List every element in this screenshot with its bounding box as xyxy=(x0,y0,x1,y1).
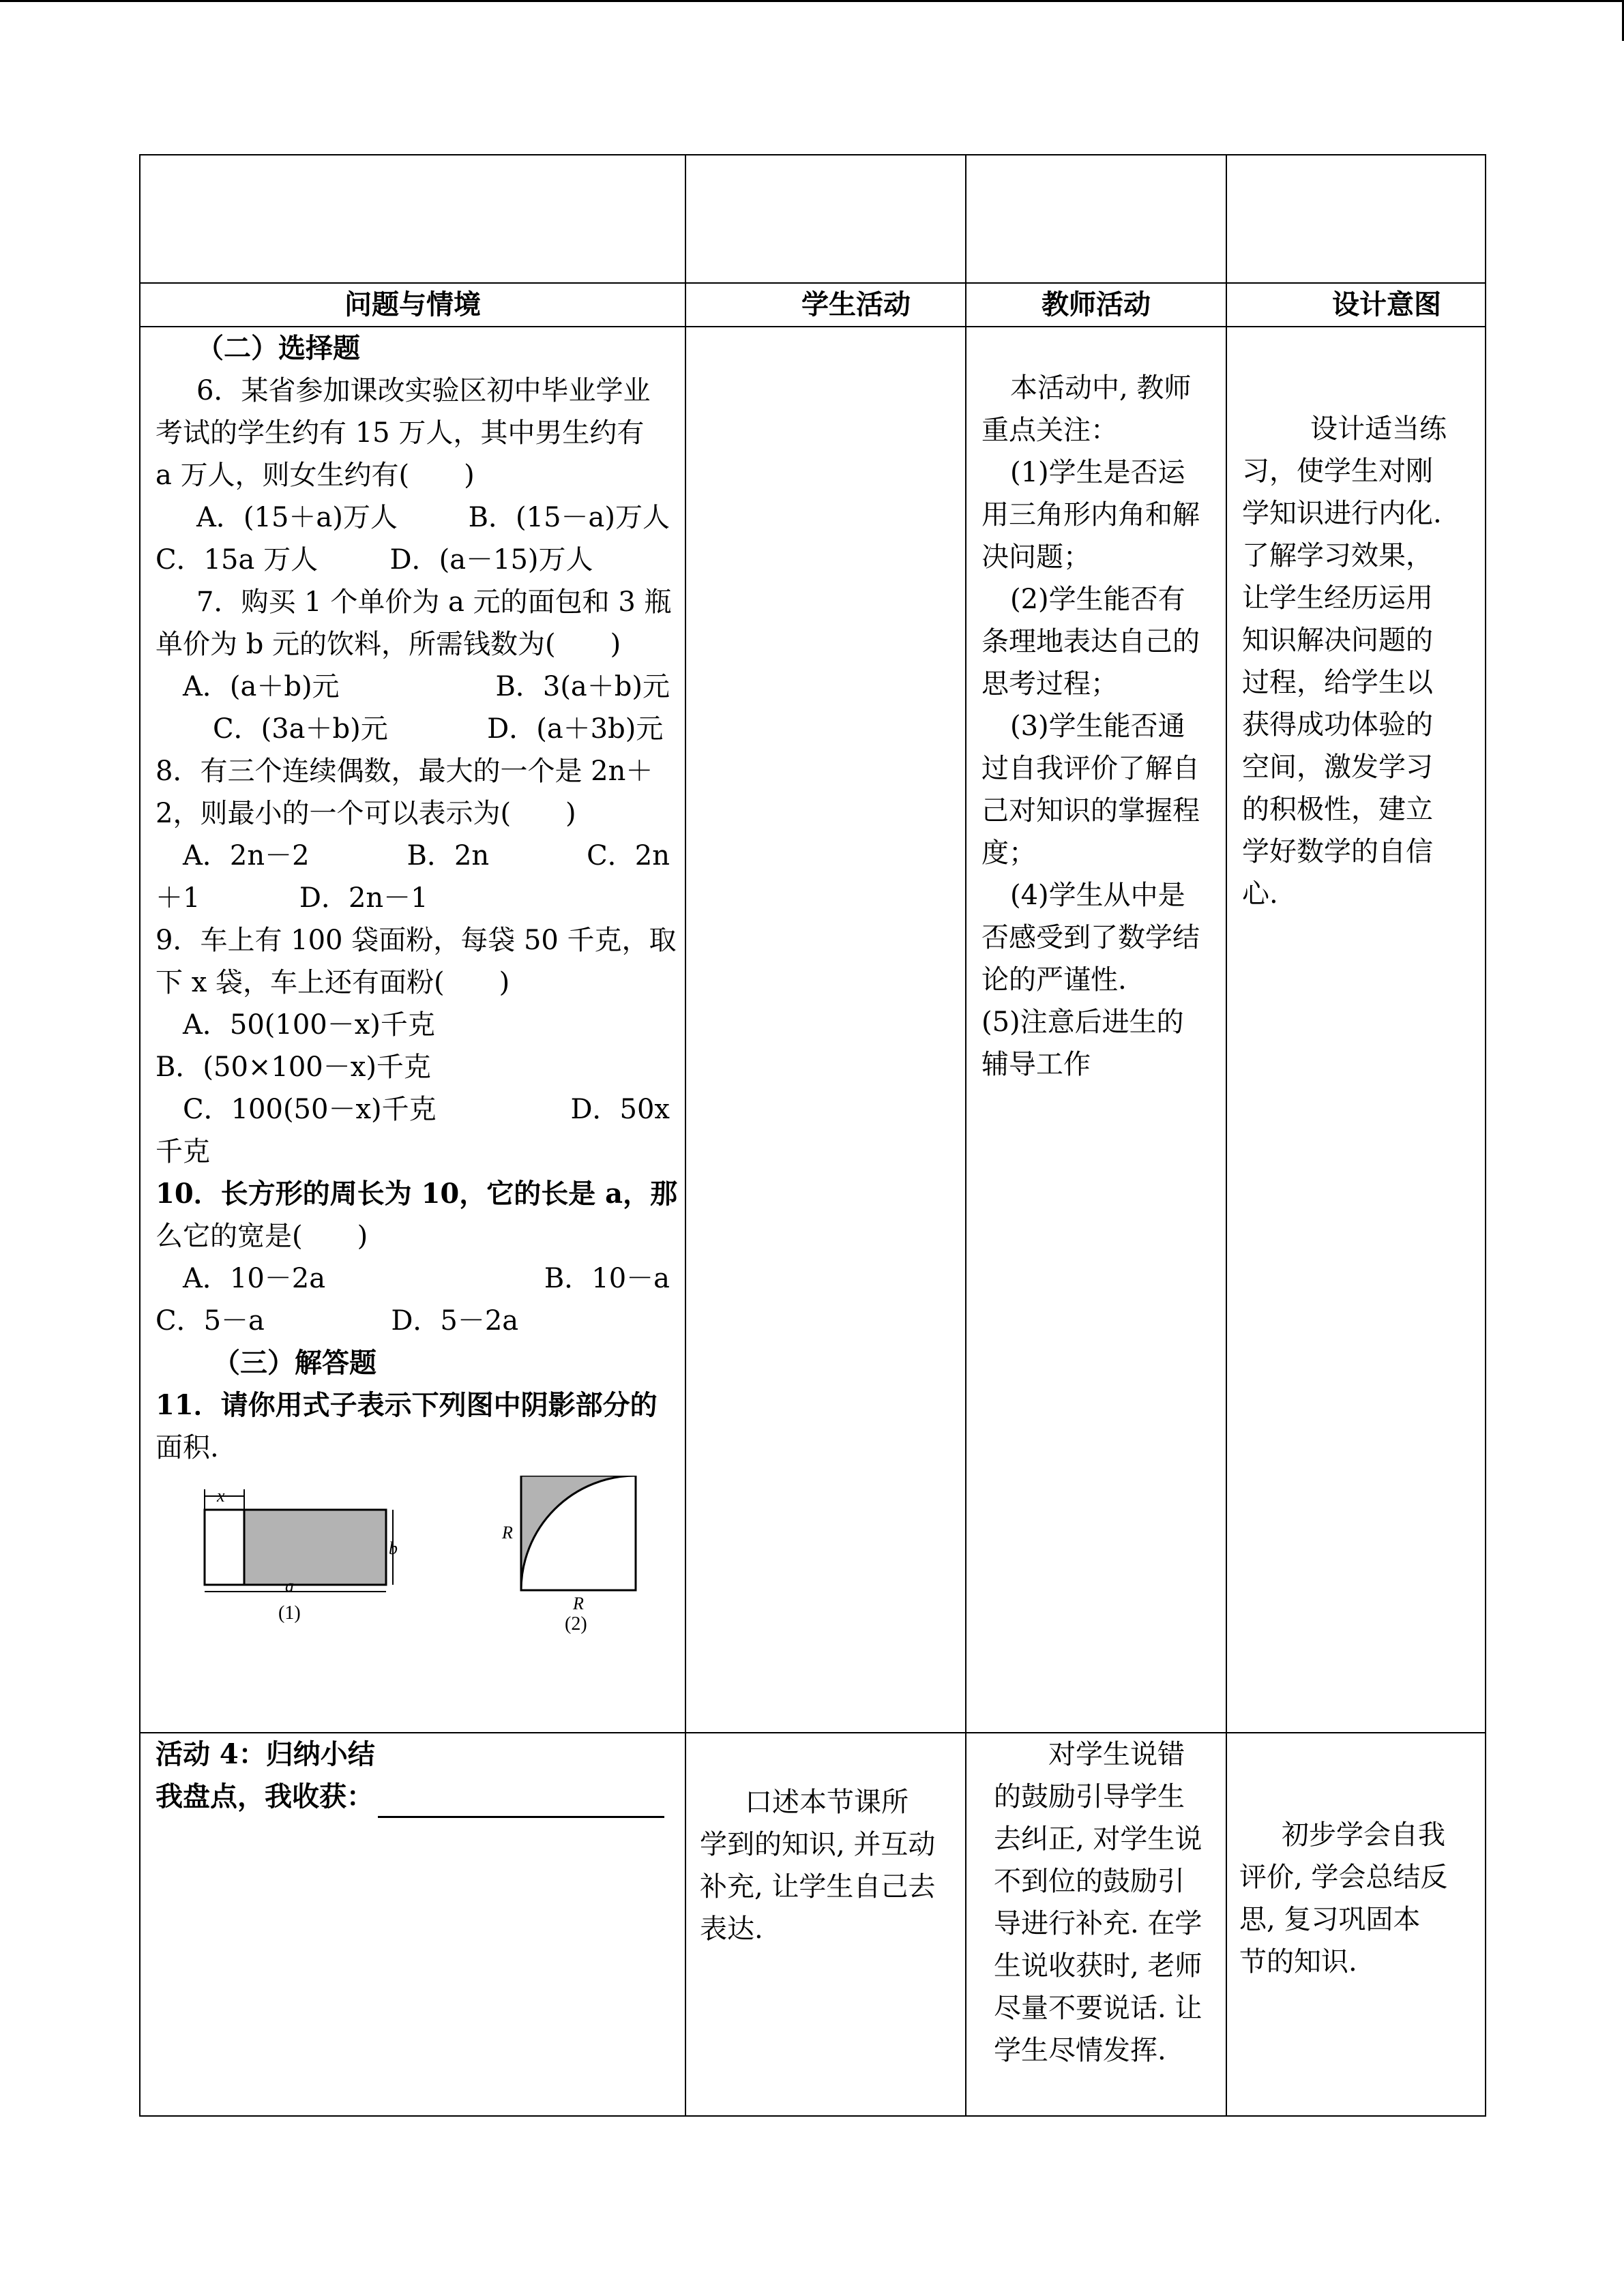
empty-cell xyxy=(140,155,685,283)
question-7-line: 单价为 b 元的饮料，所需钱数为( ) xyxy=(156,629,621,660)
teacher-line: 重点关注： xyxy=(981,415,1118,446)
question-8-options xyxy=(156,835,670,877)
header-design-intent: 设计意图 xyxy=(1226,283,1486,327)
activity-4-row xyxy=(140,1733,1486,2116)
question-6-options xyxy=(156,496,670,539)
activity-4-prompt: 我盘点，我收获： xyxy=(156,1780,374,1813)
option-a: A．(15＋a)万人 xyxy=(196,502,398,533)
option-d: D．(a－15)万人 xyxy=(389,544,593,576)
teacher-line: 本活动中, 教师 xyxy=(1010,372,1192,404)
teacher-line: 生说收获时, 老师 xyxy=(994,1950,1202,1982)
teacher-line: (3)学生能否通 xyxy=(1010,711,1185,742)
question-9-line: 下 x 袋，车上还有面粉( ) xyxy=(156,967,510,998)
design-line: 初步学会自我 xyxy=(1282,1819,1445,1851)
teacher-line: 度； xyxy=(981,837,1036,869)
question-6-line: a 万人，则女生约有( ) xyxy=(156,460,475,491)
teacher-line: 对学生说错 xyxy=(1048,1739,1185,1770)
section-heading: （二）选择题 xyxy=(196,332,360,364)
design-line: 设计适当练 xyxy=(1310,413,1447,445)
question-9-options xyxy=(156,1088,670,1131)
design-line: 思, 复习巩固本 xyxy=(1239,1904,1421,1935)
option-c: C．2n xyxy=(587,840,670,871)
option-d-cont: 千克 xyxy=(156,1136,210,1167)
question-11-line: 11．请你用式子表示下列图中阴影部分的 xyxy=(156,1389,658,1421)
design-line: 心. xyxy=(1242,878,1278,910)
student-line: 补充, 让学生自己去 xyxy=(700,1871,936,1903)
empty-cell xyxy=(685,155,966,283)
option-d: D．(a＋3b)元 xyxy=(487,713,664,745)
question-11-figures xyxy=(156,1469,670,1653)
activity-4-teacher-cell xyxy=(966,1733,1226,2116)
option-a: A．10－2a xyxy=(183,1263,326,1294)
question-6-line: 考试的学生约有 15 万人，其中男生约有 xyxy=(156,417,645,449)
answer-blank[interactable] xyxy=(378,1786,664,1818)
option-a: A．(a＋b)元 xyxy=(183,671,340,702)
fig1-caption: (1) xyxy=(278,1602,301,1624)
option-b: B．2n xyxy=(407,840,490,871)
teacher-line: 条理地表达自己的 xyxy=(981,626,1200,657)
option-b: B．3(a＋b)元 xyxy=(495,671,670,702)
teacher-line: 决问题； xyxy=(981,541,1091,573)
activity-4-student-cell xyxy=(685,1733,966,2116)
teacher-line: 否感受到了数学结 xyxy=(981,922,1200,953)
question-6-line: 6．某省参加课改实验区初中毕业学业 xyxy=(196,375,651,406)
question-7-line: 7．购买 1 个单价为 a 元的面包和 3 瓶 xyxy=(196,586,672,618)
teacher-line: (5)注意后进生的 xyxy=(981,1007,1184,1038)
page-top-border xyxy=(0,0,1624,2)
exercise-row xyxy=(140,327,1486,1733)
section-heading: （三）解答题 xyxy=(213,1347,377,1379)
teacher-line: 导进行补充. 在学 xyxy=(994,1908,1202,1939)
teacher-line: 学生尽情发挥. xyxy=(994,2035,1166,2066)
fig1-label-x: x xyxy=(217,1486,225,1506)
fig1-label-a: a xyxy=(285,1576,294,1596)
question-8-options xyxy=(156,877,670,919)
header-teacher-activity: 教师活动 xyxy=(966,283,1226,327)
teacher-line: 过自我评价了解自 xyxy=(981,753,1200,784)
teacher-line: (2)学生能否有 xyxy=(1010,584,1185,615)
question-10-line: 么它的宽是( ) xyxy=(156,1221,368,1252)
teacher-line: 思考过程； xyxy=(981,668,1118,700)
option-b: B．(15－a)万人 xyxy=(468,502,670,533)
design-line: 过程，给学生以 xyxy=(1242,667,1433,698)
empty-top-row xyxy=(140,155,1486,283)
design-line: 知识解决问题的 xyxy=(1242,625,1433,656)
fig2-label-r-bottom: R xyxy=(573,1594,584,1613)
question-6-options xyxy=(156,539,670,581)
lesson-plan-table xyxy=(139,154,1486,2117)
option-b: B．10－a xyxy=(544,1263,670,1294)
option-d: D．50x xyxy=(570,1094,670,1125)
fig2-caption: (2) xyxy=(565,1613,587,1635)
activity-4-design-cell xyxy=(1226,1733,1486,2116)
teacher-line: 尽量不要说话. 让 xyxy=(994,1993,1202,2024)
student-line: 口述本节课所 xyxy=(745,1787,909,1818)
design-line: 节的知识. xyxy=(1239,1946,1357,1978)
activity-4-title: 活动 4：归纳小结 xyxy=(156,1738,375,1770)
teacher-line: 去纠正, 对学生说 xyxy=(994,1823,1202,1855)
empty-cell xyxy=(966,155,1226,283)
teacher-line: 的鼓励引导学生 xyxy=(994,1781,1185,1813)
figure-2 xyxy=(501,1476,636,1635)
option-c: C．15a 万人 xyxy=(156,544,319,576)
teacher-line: 论的严谨性. xyxy=(981,964,1127,996)
problem-cell xyxy=(140,327,685,1733)
question-10-text: 10．长方形的周长为 10，它的长是 a，那 xyxy=(156,1178,678,1210)
design-line: 了解学习效果， xyxy=(1242,540,1433,571)
option-a: A．50(100－x)千克 xyxy=(183,1009,435,1041)
empty-cell xyxy=(1226,155,1486,283)
fig2-label-r-left: R xyxy=(502,1523,513,1542)
teacher-activity-cell xyxy=(966,327,1226,1733)
question-9-line: 9．车上有 100 袋面粉，每袋 50 千克，取 xyxy=(156,925,677,956)
design-line: 习，使学生对刚 xyxy=(1242,456,1433,487)
student-line: 表达. xyxy=(700,1913,763,1945)
fig1-label-b: b xyxy=(389,1538,398,1558)
design-line: 评价, 学会总结反 xyxy=(1239,1862,1448,1893)
option-c: C．(3a＋b)元 xyxy=(213,713,388,745)
student-activity-cell xyxy=(685,327,966,1733)
question-10-line xyxy=(156,1173,678,1215)
option-a: A．2n－2 xyxy=(183,840,310,871)
design-line: 空间，激发学习 xyxy=(1242,751,1433,783)
question-8-line: 8．有三个连续偶数，最大的一个是 2n＋ xyxy=(156,756,653,787)
teacher-line: 己对知识的掌握程 xyxy=(981,795,1200,826)
option-d: D．5－2a xyxy=(391,1305,519,1337)
activity-4-cell xyxy=(140,1733,685,2116)
design-line: 的积极性，建立 xyxy=(1242,794,1433,825)
header-problem-context: 问题与情境 xyxy=(140,283,685,327)
header-student-activity: 学生活动 xyxy=(685,283,966,327)
question-11-line: 面积. xyxy=(156,1432,219,1463)
question-7-options xyxy=(156,666,670,708)
question-10-options xyxy=(156,1300,670,1342)
teacher-line: 用三角形内角和解 xyxy=(981,499,1200,531)
design-line: 学知识进行内化. xyxy=(1242,498,1442,529)
figure-1 xyxy=(205,1486,398,1624)
teacher-line: (1)学生是否运 xyxy=(1010,457,1185,488)
design-line: 获得成功体验的 xyxy=(1242,709,1433,741)
design-intent-cell xyxy=(1226,327,1486,1733)
design-line: 学好数学的自信 xyxy=(1242,836,1433,867)
teacher-line: 不到位的鼓励引 xyxy=(994,1866,1185,1897)
option-d: D．2n－1 xyxy=(299,882,428,914)
teacher-line: 辅导工作 xyxy=(981,1049,1091,1080)
header-row xyxy=(140,283,1486,327)
teacher-line: (4)学生从中是 xyxy=(1010,880,1185,911)
figures-svg xyxy=(196,1476,660,1639)
option-c: C．5－a xyxy=(156,1305,265,1337)
activity-4-prompt-line xyxy=(156,1776,670,1818)
student-line: 学到的知识, 并互动 xyxy=(700,1829,936,1860)
question-7-options xyxy=(156,708,670,750)
option-b: B．(50×100－x)千克 xyxy=(156,1052,431,1083)
design-line: 让学生经历运用 xyxy=(1242,582,1433,614)
question-10-options xyxy=(156,1257,670,1300)
option-c: C．100(50－x)千克 xyxy=(183,1094,437,1125)
option-c-cont: ＋1 xyxy=(156,882,201,914)
question-8-line: 2，则最小的一个可以表示为( ) xyxy=(156,798,576,829)
